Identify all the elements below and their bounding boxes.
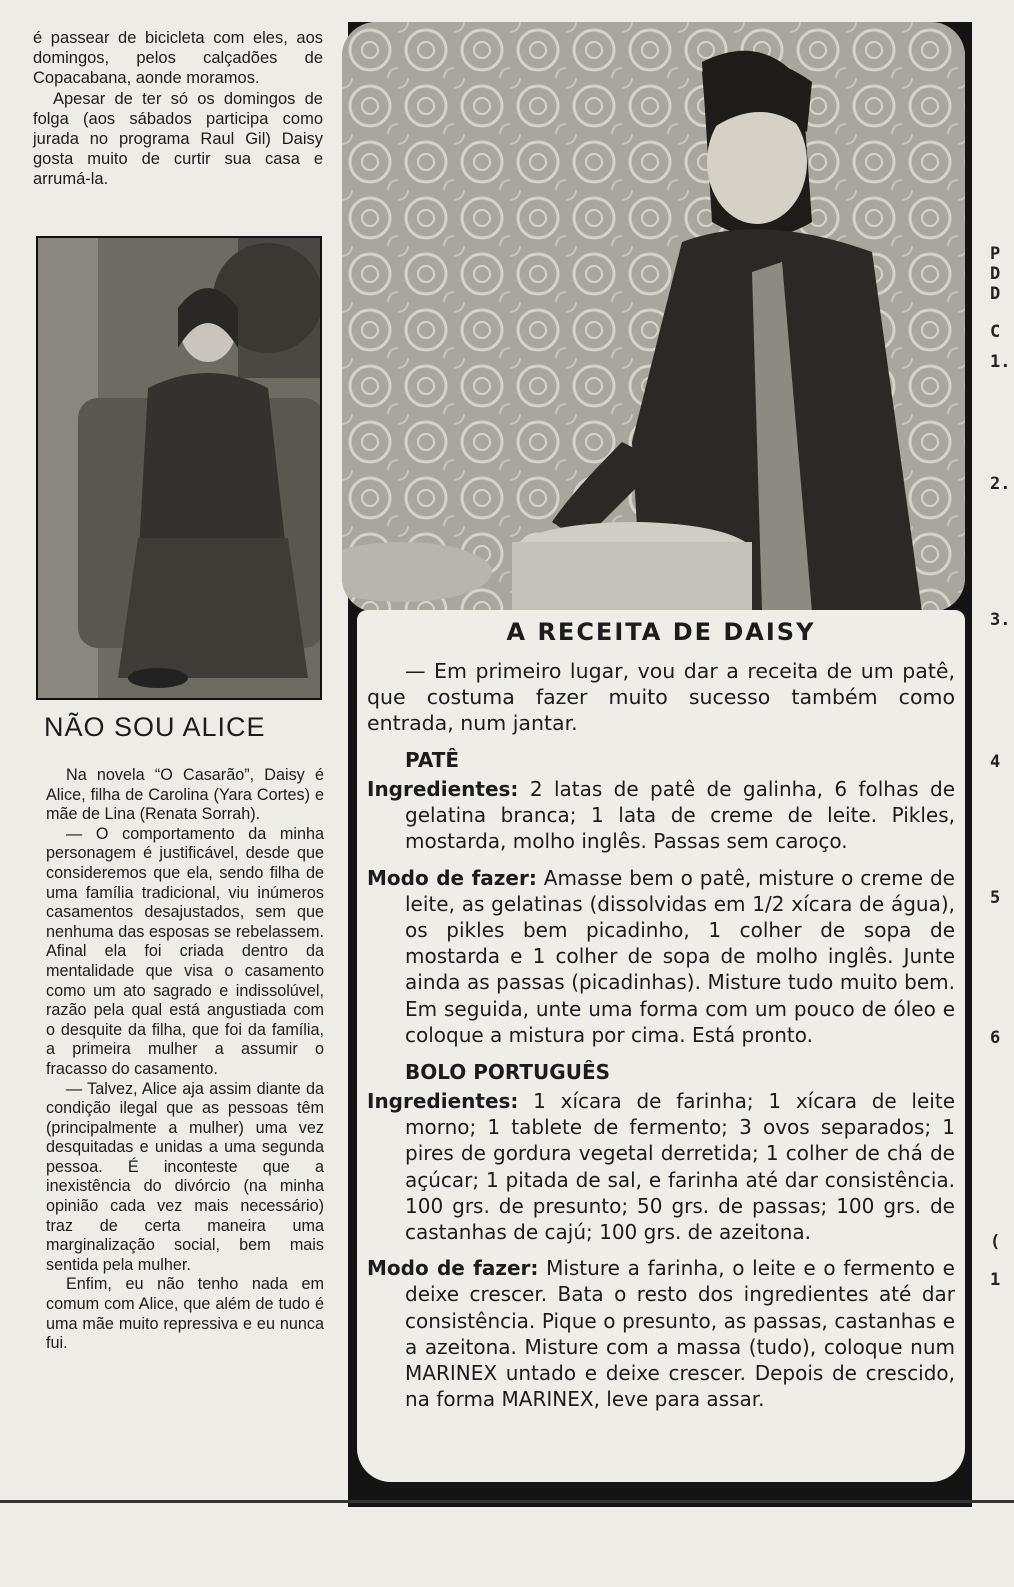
alice-paragraph: Enfim, eu não tenho nada em comum com Alice, que além de tudo é uma mãe muito repressiva e eu nunca fui.	[46, 1275, 324, 1353]
bolo-ingredients	[367, 1088, 955, 1245]
recipe-box	[357, 610, 965, 1482]
intro-column	[33, 28, 323, 190]
edge-mark: 6	[990, 1028, 1001, 1048]
alice-paragraph: — O comportamento da minha personagem é justificável, desde que consideremos que ela, sendo filha de uma família tradicional, viu inúmeros casamentos desajustados, sem que nenhuma das esposas se rebelassem. Afinal ela foi criada dentro da mentalidade que visa o casamento como um ato sagrado e indissolúvel, razão pela qual está angustiada com o desquite da filha, que foi da família, a primeira mulher a assumir o fracasso do casamento.	[46, 824, 324, 1078]
edge-mark: P	[990, 244, 1001, 264]
page-bottom-rule	[0, 1500, 1014, 1503]
intro-paragraph: Apesar de ter só os domingos de folga (aos sábados participa como jurada no programa Raul Gil) Daisy gosta muito de curtir sua casa e arrumá-la.	[33, 89, 323, 189]
edge-mark: 2.	[990, 474, 1011, 494]
edge-mark: D	[990, 284, 1001, 304]
edge-mark: 1	[990, 1270, 1001, 1290]
ingredients-label: Ingredientes:	[367, 777, 519, 801]
alice-article-body	[46, 766, 324, 1354]
photo-daisy-cooking	[342, 22, 965, 612]
alice-paragraph: — Talvez, Alice aja assim diante da condição ilegal que as pessoas têm (principalmente a mulher) uma vez desquitadas e unidas a uma segunda pessoa. É inconteste que a inexistência do divórcio (na minha opinião cada vez mais necessário) traz de certa maneira uma marginalização social, bem mais sentida pela mulher.	[46, 1079, 324, 1274]
method-text: Misture a farinha, o leite e o fermento e deixe crescer. Bata o resto dos ingredientes até dar consistência. Pique o presunto, as passas, castanhas e a azeitona. Misture com a massa (tudo), coloque num MARINEX untado e deixe crescer. Depois de crescido, na forma MARINEX, leve para assar.	[405, 1256, 955, 1412]
method-label: Modo de fazer:	[367, 1256, 539, 1281]
pate-ingredients	[367, 776, 955, 855]
method-label: Modo de fazer:	[367, 865, 537, 890]
section-title-nao-sou-alice: NÃO SOU ALICE	[44, 712, 266, 742]
cooking-woman-illustration	[342, 22, 965, 612]
intro-paragraph: é passear de bicicleta com eles, aos domingos, pelos calçadões de Copacabana, aonde moramos.	[33, 29, 323, 88]
edge-mark: 1.	[990, 352, 1011, 372]
recipe-title: A RECEITA DE DAISY	[506, 618, 816, 646]
edge-mark: C	[990, 322, 1001, 342]
alice-paragraph: Na novela “O Casarão”, Daisy é Alice, filha de Carolina (Yara Cortes) e mãe de Lina (Renata Sorrah).	[46, 766, 324, 824]
photo-daisy-seated	[36, 236, 322, 700]
edge-mark: (	[990, 1232, 1001, 1252]
recipe-bolo-title: BOLO PORTUGUÊS	[405, 1060, 611, 1085]
edge-mark: 5	[990, 888, 1001, 908]
seated-woman-illustration	[38, 238, 322, 700]
edge-mark: 3.	[990, 610, 1011, 630]
ingredients-text: 2 latas de patê de galinha, 6 folhas de gelatina branca; 1 lata de creme de leite. Pikles, mostarda, molho inglês. Passas sem caroço.	[405, 777, 956, 854]
pate-method	[367, 865, 955, 1048]
adjacent-page-edge	[986, 0, 1014, 1587]
ingredients-label: Ingredientes:	[367, 1089, 519, 1114]
method-text: Amasse bem o patê, misture o creme de leite, as gelatinas (dissolvidas em 1/2 xícara de água), os pikles bem picadinho, 1 colher de sopa de mostarda e 1 colher de sopa de molho inglês. Junte ainda as passas (picadinhas). Misture tudo muito bem. Em seguida, unte uma forma com um pouco de óleo e coloque a mistura por cima. Está pronto.	[405, 865, 955, 1047]
recipe-intro: — Em primeiro lugar, vou dar a receita de um patê, que costuma fazer muito sucesso também como entrada, num jantar.	[367, 659, 955, 735]
ingredients-text: 1 xícara de farinha; 1 xícara de leite morno; 1 tablete de fermento; 3 ovos separados; 1 pires de gordura vegetal derretida; 1 colher de chá de açúcar; 1 pitada de sal, e farinha até dar consistência. 100 grs. de presunto; 50 grs. de passas; 100 grs. de castanhas de cajú; 100 grs. de azeitona.	[405, 1089, 955, 1245]
edge-mark: D	[990, 264, 1001, 284]
bolo-method	[367, 1255, 955, 1412]
recipe-pate-title: PATÊ	[405, 748, 460, 772]
edge-mark: 4	[990, 752, 1001, 772]
